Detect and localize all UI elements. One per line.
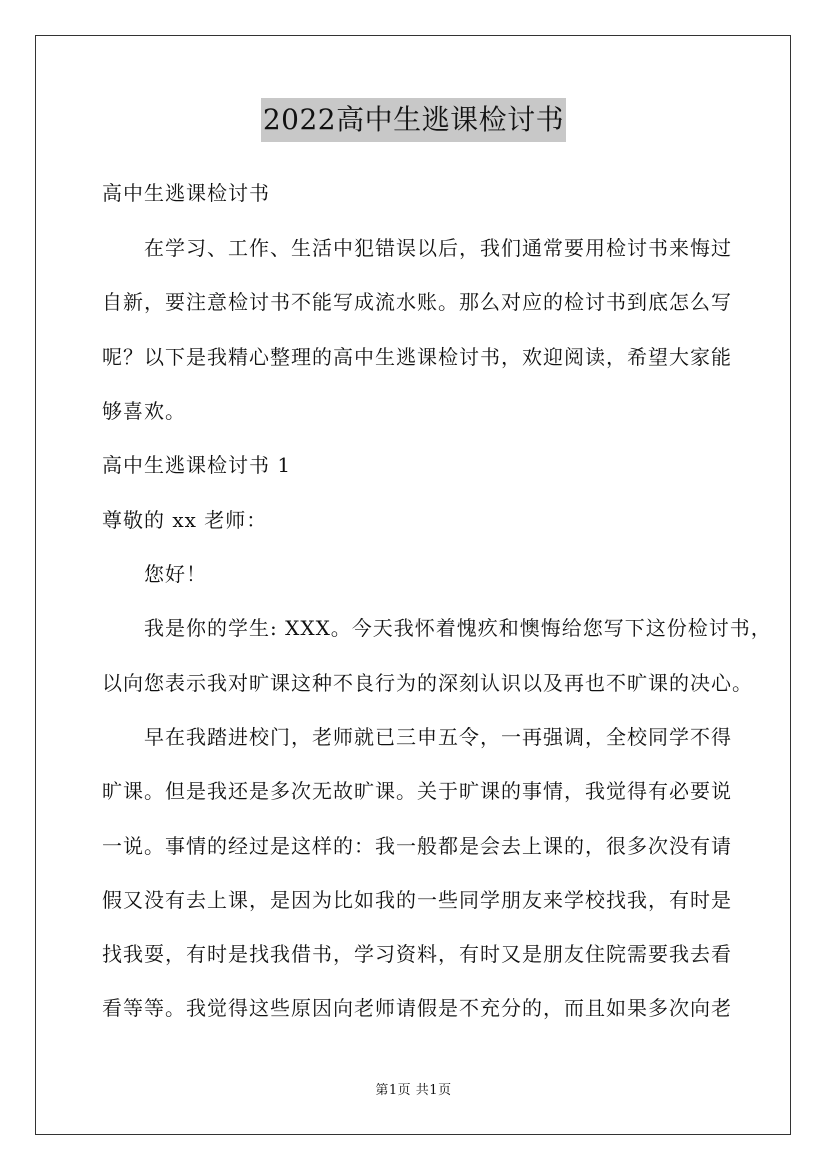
- paragraph-line: 我是你的学生: XXX。今天我怀着愧疚和懊悔给您写下这份检讨书，: [144, 616, 772, 640]
- section-heading: 高中生逃课检讨书 1: [102, 453, 292, 477]
- salutation-line: 尊敬的 xx 老师：: [102, 508, 268, 532]
- page-footer: 第1页 共1页: [375, 1083, 452, 1098]
- title-container: [0, 98, 827, 142]
- paragraph-line: 旷课。但是我还是多次无故旷课。关于旷课的事情，我觉得有必要说: [102, 779, 732, 803]
- paragraph-line: 够喜欢。: [102, 399, 186, 423]
- paragraph-line: 呢？以下是我精心整理的高中生逃课检讨书，欢迎阅读，希望大家能: [102, 345, 732, 369]
- heading-line: 高中生逃课检讨书: [102, 181, 270, 205]
- paragraph-line: 看等等。我觉得这些原因向老师请假是不充分的，而且如果多次向老: [102, 996, 732, 1020]
- document-title: 2022高中生逃课检讨书: [261, 98, 566, 142]
- paragraph-line: 自新，要注意检讨书不能写成流水账。那么对应的检讨书到底怎么写: [102, 290, 732, 314]
- paragraph-line: 在学习、工作、生活中犯错误以后，我们通常要用检讨书来悔过: [144, 236, 732, 260]
- paragraph-line: 一说。事情的经过是这样的：我一般都是会去上课的，很多次没有请: [102, 834, 732, 858]
- paragraph-line: 以向您表示我对旷课这种不良行为的深刻认识以及再也不旷课的决心。: [102, 671, 753, 695]
- greeting-line: 您好！: [144, 562, 207, 586]
- paragraph-line: 早在我踏进校门，老师就已三申五令，一再强调，全校同学不得: [144, 725, 732, 749]
- paragraph-line: 找我耍，有时是找我借书，学习资料，有时又是朋友住院需要我去看: [102, 942, 732, 966]
- paragraph-line: 假又没有去上课，是因为比如我的一些同学朋友来学校找我，有时是: [102, 888, 732, 912]
